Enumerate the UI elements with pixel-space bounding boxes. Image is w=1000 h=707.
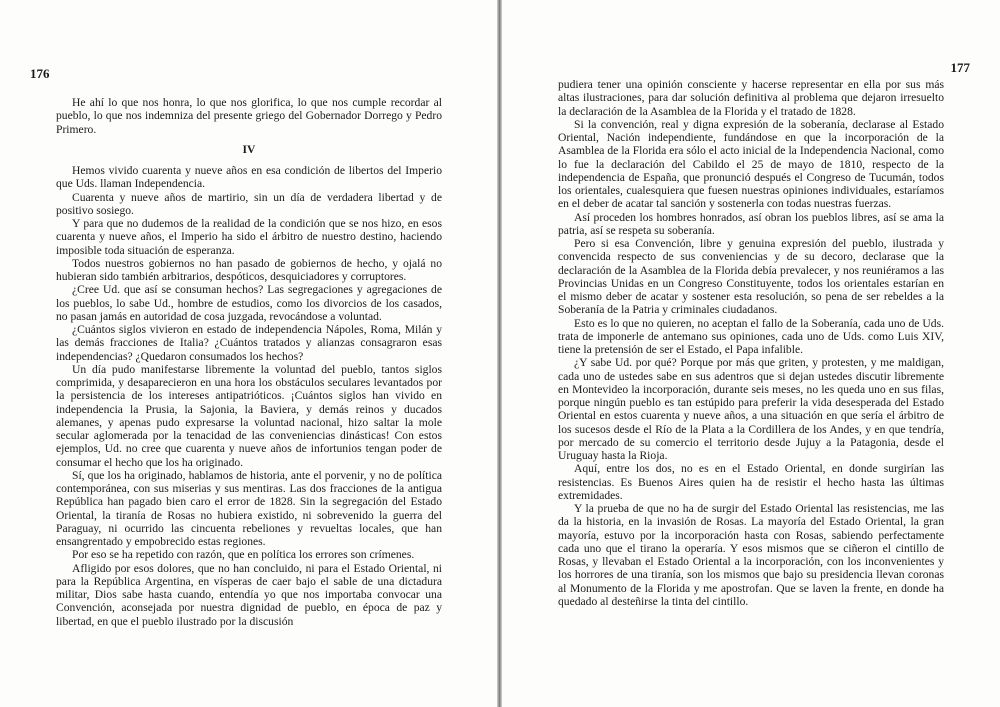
paragraph: pudiera tener una opinión consciente y hacerse representar en ella por sus más altas ilustraciones, para dar solución definitiva al problema que dejaron irresuelto la declaración de la Asamblea de la Florida y el tratado de 1828. [558,78,944,118]
paragraph: Hemos vivido cuarenta y nueve años en esa condición de libertos del Imperio que Uds. llaman Independencia. [56,164,442,191]
right-page [502,0,1000,707]
section-heading: IV [242,142,256,156]
page-number: 176 [30,66,50,81]
paragraph: ¿Y sabe Ud. por qué? Porque por más que griten, y protesten, y me maldigan, cada uno de ustedes sabe en sus adentros que si dejan ustedes discutir libremente en Montevideo la incorporación, durante seis meses, no les queda uno en sus filas, porque ningún pueblo es tan estúpido para preferir la vida desesperada del Estado Oriental en estos cuarenta y nueve años, a una situación en que sería el árbitro de los sucesos desde el Río de la Plata a la Cordillera de los Andes, y en que tendría, por mercado de su comercio el territorio desde Jujuy a la Patagonia, desde el Uruguay hasta la Rioja. [558,356,944,462]
paragraph: Y para que no dudemos de la realidad de la condición que se nos hizo, en esos cuarenta y nueve años, el Imperio ha sido el árbitro de nuestro destino, haciendo imposible toda situación de esperanza. [56,217,442,257]
paragraph: Afligido por esos dolores, que no han concluido, ni para el Estado Oriental, ni para la República Argentina, en vísperas de caer bajo el sable de una dictadura militar, Dios sabe hasta cuando, entendía yo que nos importaba convocar una Convención, aconsejada por nuestra dignidad de pueblo, en época de paz y libertad, en que el pueblo ilustrado por la discusión [56,561,442,628]
paragraph: ¿Cree Ud. que así se consuman hechos? Las segregaciones y agregaciones de los pueblos, lo sabe Ud., hombre de estudios, como los divorcios de los casados, no pasan jamás en autoridad de cosa juzgada, revocándose a voluntad. [56,283,442,323]
paragraph: Sí, que los ha originado, hablamos de historia, ante el porvenir, y no de política contemporánea, con sus miserias y sus mentiras. Las dos fracciones de la antigua República han pagado bien caro el error de 1828. Sin la segregación del Estado Oriental, la tiranía de Rosas no hubiera existido, ni sobrevenido la guerra del Paraguay, ni ocurrido las cincuenta rebeliones y revueltas locales, que han ensangrentado y empobrecido estas regiones. [56,468,442,548]
paragraph: Si la convención, real y digna expresión de la soberanía, declarase al Estado Oriental, Nación independiente, fundándose en que la incorporación de la Asamblea de la Florida era sólo el acto inicial de la Independencia Nacional, como lo fue la declaración del Cabildo el 25 de mayo de 1810, respecto de la independencia de España, que pronunció después el Congreso de Tucumán, todos los orientales, cualesquiera que fuesen nuestras opiniones individuales, estaríamos en el deber de acatar tal sanción y sostenerla con todas nuestras fuerzas. [558,117,944,211]
page-number: 177 [950,60,970,75]
left-page [0,0,498,707]
paragraph: Aquí, entre los dos, no es en el Estado Oriental, en donde surgirían las resistencias. Es Buenos Aires quien ha de resistir el hecho hasta las últimas extremidades. [558,462,944,502]
paragraph: Cuarenta y nueve años de martirio, sin un día de verdadera libertad y de positivo sosiego. [56,190,442,217]
paragraph: ¿Cuántos siglos vivieron en estado de independencia Nápoles, Roma, Milán y las demás fracciones de Italia? ¿Cuántos tratados y alianzas consagraron esas independencias? ¿Quedaron consumados los hechos? [56,323,442,363]
paragraph: Así proceden los hombres honrados, así obran los pueblos libres, así se ama la patria, así se respeta su soberanía. [558,210,944,237]
page-body [558,78,944,608]
paragraph: Esto es lo que no quieren, no aceptan el fallo de la Soberanía, cada uno de Uds. trata de imponerle de antemano sus opiniones, cada uno de Uds. como Luis XIV, tiene la pretensión de ser el Estado, el Papa infalible. [558,316,944,356]
paragraph: He ahí lo que nos honra, lo que nos glorifica, lo que nos cumple recordar al pueblo, lo que nos indemniza del presente griego del Gobernador Dorrego y Pedro Primero. [56,96,442,136]
paragraph: Pero si esa Convención, libre y genuina expresión del pueblo, ilustrada y convencida respecto de sus conveniencias y de su decoro, declarase que la declaración de la Asamblea de la Florida debía prevalecer, y nos reuniéramos a las Provincias Unidas en un Congreso Constituyente, todos los orientales estarían en el mismo deber de acatar y sostener esta resolución, so pena de ser rebeldes a la Soberanía de la Patria y criminales ciudadanos. [558,237,944,317]
paragraph: Un día pudo manifestarse libremente la voluntad del pueblo, tantos siglos comprimida, y desaparecieron en una hora los obstáculos seculares levantados por la persistencia de los intereses antipatrióticos. ¡Cuántos siglos han vivido en independencia la Prusia, la Sajonia, la Baviera, y demás reinos y ducados alemanes, y apenas pudo expresarse la voluntad nacional, hizo saltar la mole secular aglomerada por la tenacidad de las conveniencias dinásticas! Con estos ejemplos, Ud. no cree que cuarenta y nueve años de infortunios tengan poder de consumar el hecho que los ha originado. [56,362,442,469]
paragraph: Todos nuestros gobiernos no han pasado de gobiernos de hecho, y ojalá no hubieran sido también arbitrarios, despóticos, desquiciadores y corruptores. [56,256,442,283]
page-body [56,96,442,628]
paragraph: Por eso se ha repetido con razón, que en política los errores son crímenes. [72,548,415,562]
paragraph: Y la prueba de que no ha de surgir del Estado Oriental las resistencias, me las da la historia, en la invasión de Rosas. La mayoría del Estado Oriental, la gran mayoría, estuvo por la incorporación hasta con Rosas, sabiendo perfectamente cada uno que el tirano la operaría. Y esos mismos que se ciñeron el cintillo de Rosas, y llevaban el Estado Oriental a la incorporación, con los inconvenientes y los horrores de una tiranía, son los mismos que bajo su presidencia llevan coronas al Monumento de la Florida y me apostrofan. Que se laven la frente, en donde ha quedado al desteñirse la tinta del cintillo. [558,502,944,608]
